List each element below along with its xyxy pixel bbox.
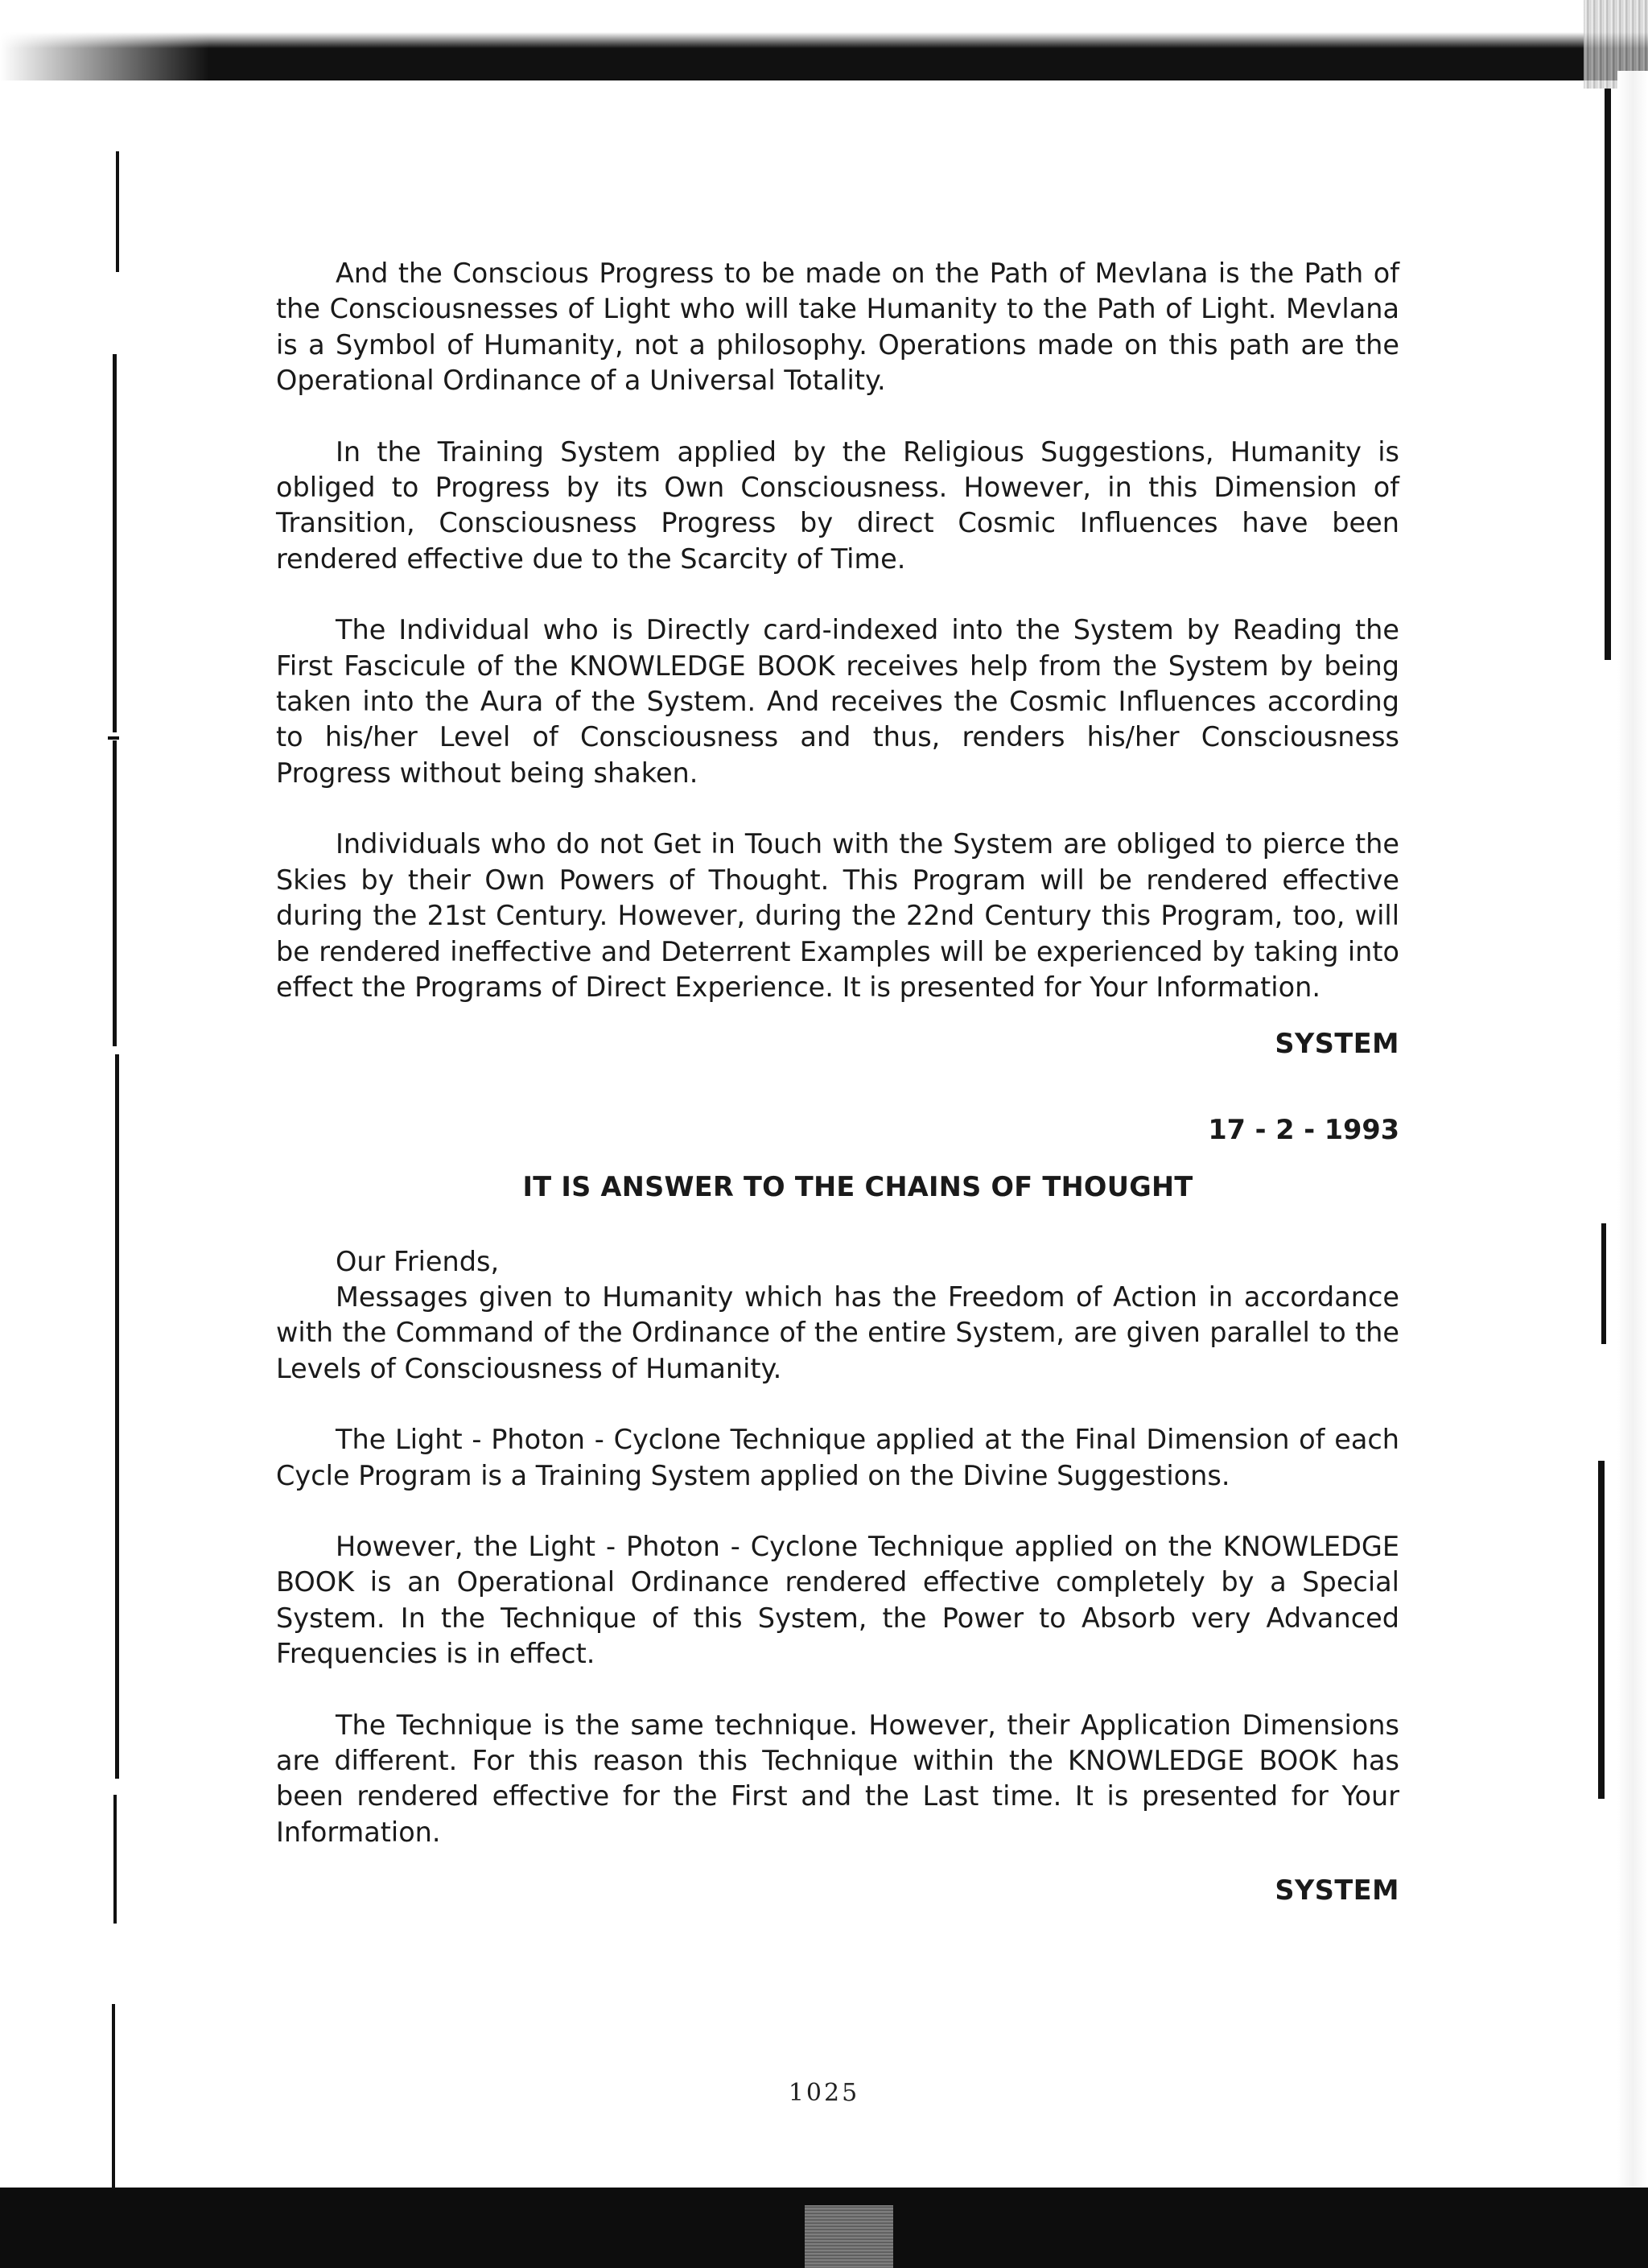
section-heading: IT IS ANSWER TO THE CHAINS OF THOUGHT	[522, 1171, 1193, 1203]
binding-mark	[116, 151, 119, 272]
paragraph: The Individual who is Directly card-indexed into the System by Reading the First Fascicule of the KNOWLEDGE BOOK receives help from the System by being taken into the Aura of the System. And receives the Cosmic Influences according to his/her Level of Consciousness and thus, renders his/her Consciousness Progress without being shaken.	[276, 614, 1399, 789]
binding-mark	[108, 736, 119, 740]
scan-top-border-fade	[0, 0, 209, 80]
paragraph: In the Training System applied by the Religious Suggestions, Humanity is obliged to Progress by its Own Consciousness. However, in this Dimension of Transition, Consciousness Progress by direct Cosmic Influences have been rendered effective due to the Scarcity of Time.	[276, 435, 1399, 575]
paragraph: Messages given to Humanity which has the Freedom of Action in accordance with the Command of the Ordinance of the entire System, are given parallel to the Levels of Consciousness of Humanity.	[276, 1280, 1399, 1384]
paragraph: However, the Light - Photon - Cyclone Technique applied on the KNOWLEDGE BOOK is an Operational Ordinance rendered effective completely by a Special System. In the Technique of this System, the Power to Absorb very Advanced Frequencies is in effect.	[276, 1530, 1399, 1670]
scan-right-bar	[1601, 1223, 1606, 1344]
signature: SYSTEM	[1275, 1028, 1399, 1060]
scan-right-bar	[1598, 1461, 1605, 1799]
binding-mark	[115, 1054, 119, 1779]
paragraph: And the Conscious Progress to be made on the Path of Mevlana is the Path of the Consciousnesses of Light who will take Humanity to the Path of Light. Mevlana is a Symbol of Humanity, not a philosophy. Operations made on this path are the Operational Ordinance of a Universal Totality.	[276, 258, 1399, 397]
paragraph: The Technique is the same technique. However, their Application Dimensions are different. For this reason this Technique within the KNOWLEDGE BOOK has been rendered effective for the First and the Last time. It is presented for Your Information.	[276, 1709, 1399, 1848]
document-body	[276, 256, 1399, 1909]
salutation: Our Friends,	[336, 1245, 500, 1277]
paragraph: Individuals who do not Get in Touch with the System are obliged to pierce the Skies by their Own Powers of Thought. This Program will be rendered effective during the 21st Century. However, during the 22nd Century this Program, too, will be rendered ineffective and Deterrent Examples will be experienced by taking into effect the Programs of Direct Experience. It is presented for Your Information.	[276, 828, 1399, 1003]
scan-right-edge	[1617, 71, 1648, 2196]
binding-mark	[113, 740, 117, 1046]
signature: SYSTEM	[1275, 1874, 1399, 1907]
paragraph: The Light - Photon - Cyclone Technique applied at the Final Dimension of each Cycle Program is a Training System applied on the Divine Suggestions.	[276, 1424, 1399, 1491]
binding-mark	[113, 1795, 117, 1924]
scan-bottom-artifact	[805, 2205, 893, 2268]
date: 17 - 2 - 1993	[1208, 1113, 1399, 1145]
page-number: 1025	[788, 2079, 860, 2107]
binding-mark	[113, 354, 117, 732]
scan-top-border	[0, 0, 1648, 80]
scan-right-bar	[1605, 89, 1611, 660]
